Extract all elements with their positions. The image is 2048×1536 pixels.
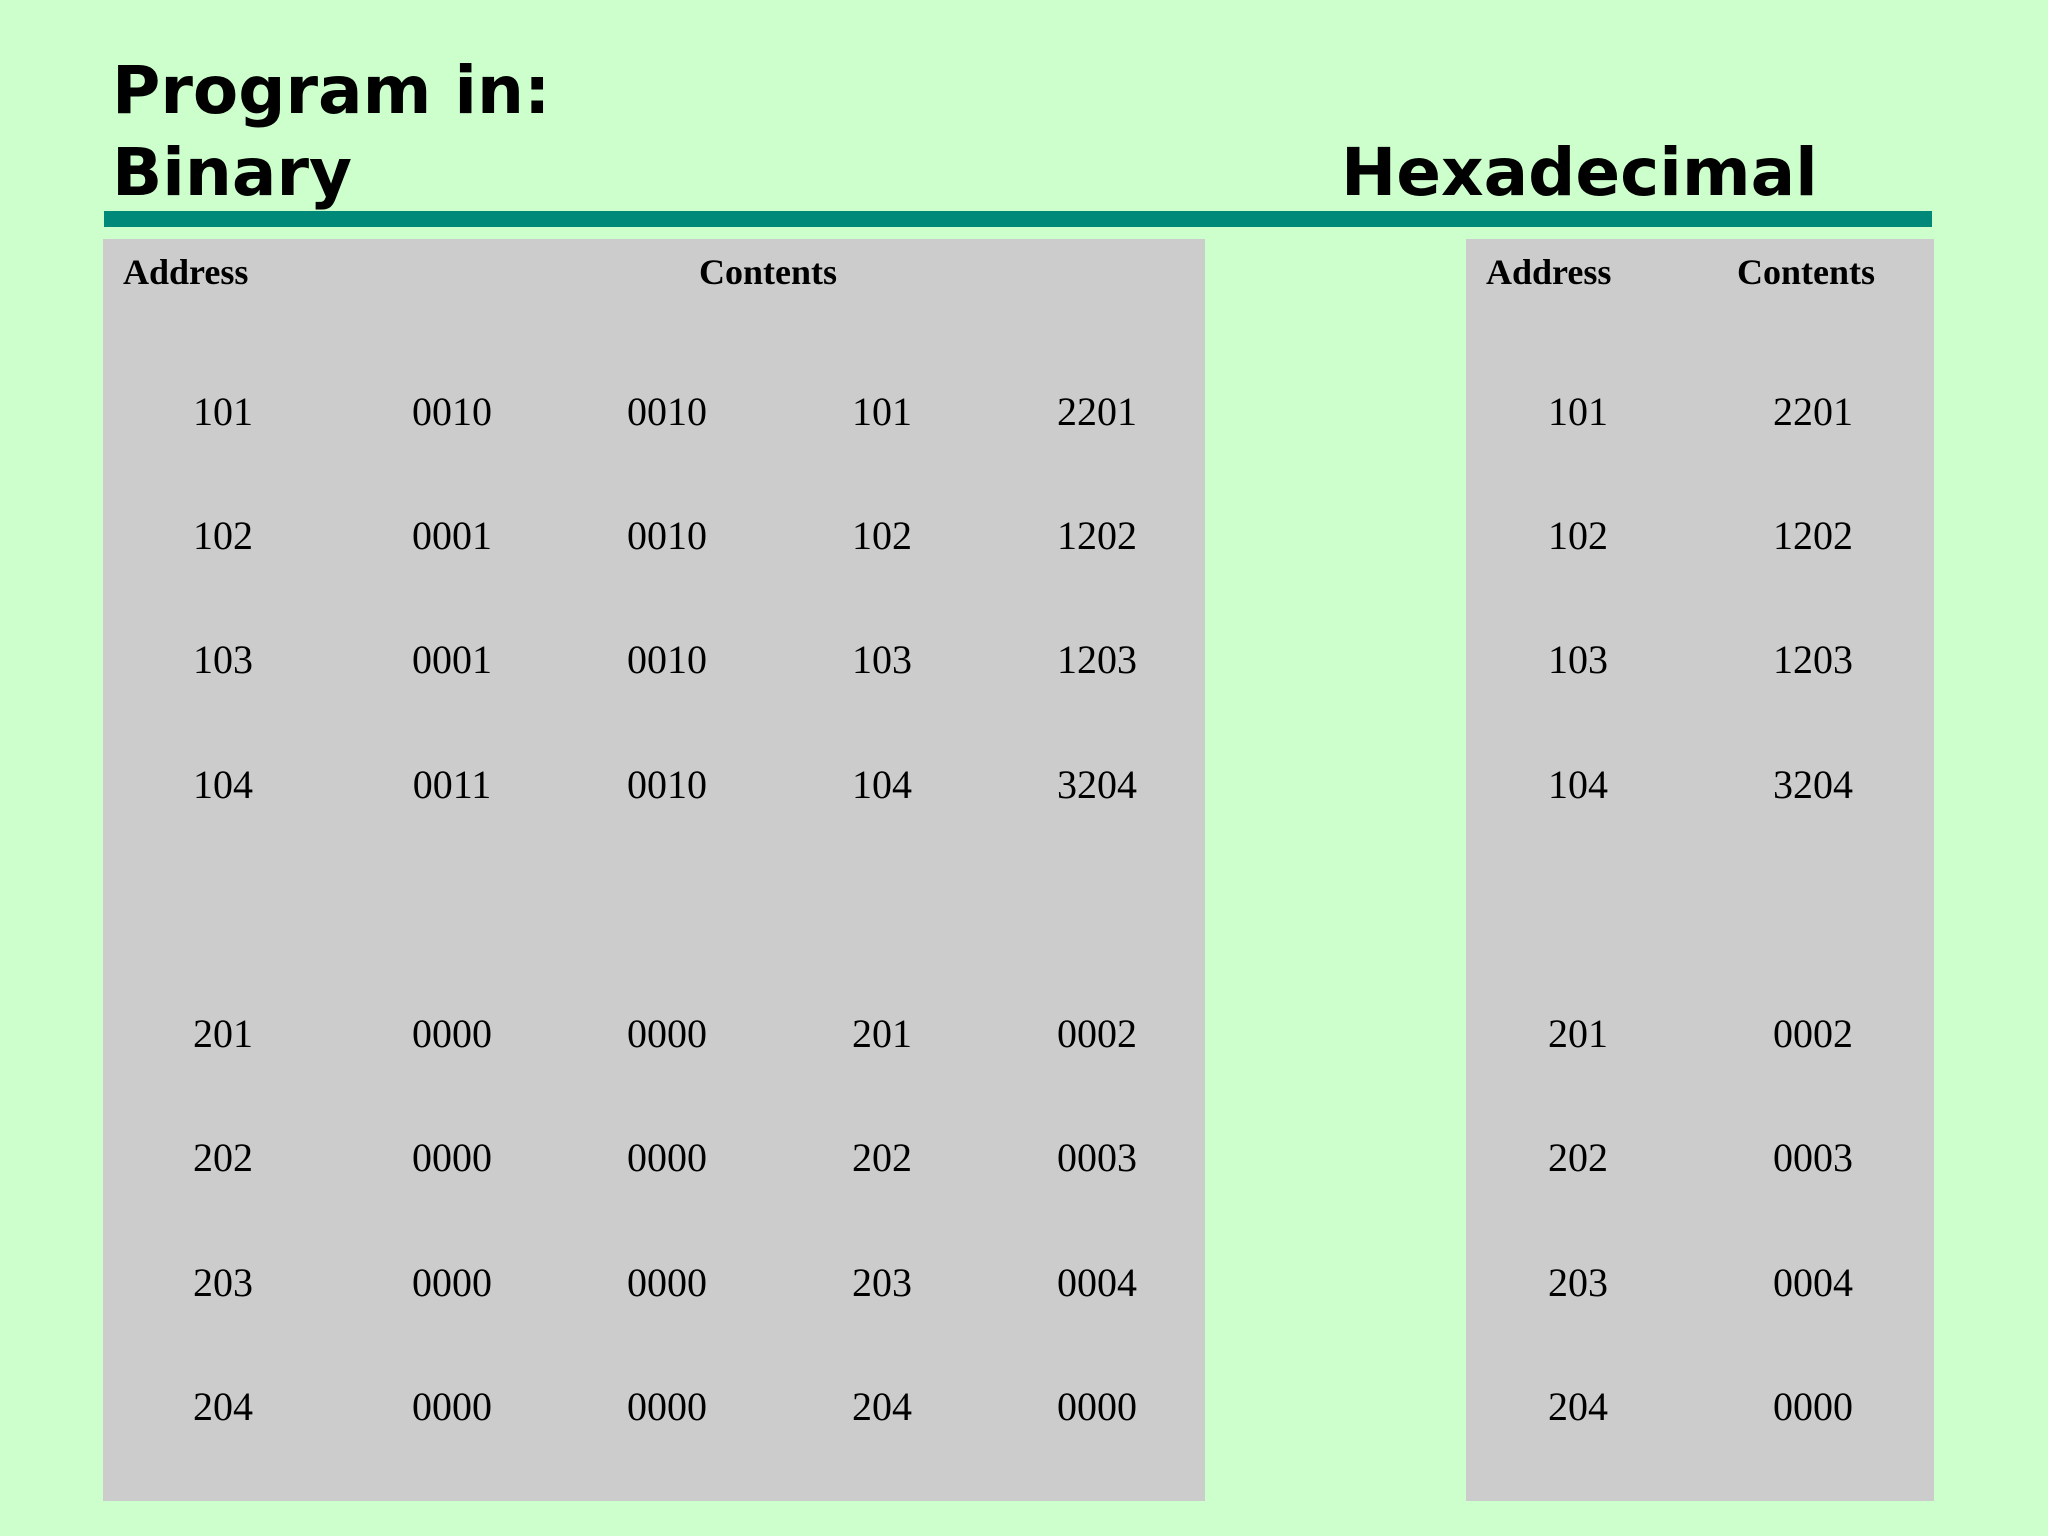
title-binary: Binary <box>112 134 353 211</box>
hex-contents-cell: 1203 <box>1773 637 1853 682</box>
hex-address-cell: 103 <box>1548 637 1608 682</box>
hex-address-cell: 204 <box>1548 1384 1608 1429</box>
binary-address-cell: 203 <box>193 1260 253 1305</box>
binary-contents-cell: 1202 <box>1057 513 1137 558</box>
binary-contents-cell: 201 <box>852 1011 912 1056</box>
binary-contents-cell: 0004 <box>1057 1260 1137 1305</box>
title-hexadecimal: Hexadecimal <box>1341 134 1818 211</box>
binary-contents-cell: 104 <box>852 762 912 807</box>
binary-contents-cell: 0001 <box>412 637 492 682</box>
hex-address-header: Address <box>1486 252 1612 292</box>
hex-contents-cell: 1202 <box>1773 513 1853 558</box>
binary-contents-cell: 204 <box>852 1384 912 1429</box>
binary-contents-cell: 0003 <box>1057 1135 1137 1180</box>
hex-address-cell: 202 <box>1548 1135 1608 1180</box>
binary-address-cell: 102 <box>193 513 253 558</box>
binary-contents-cell: 0010 <box>412 389 492 434</box>
hex-contents-cell: 3204 <box>1773 762 1853 807</box>
binary-address-cell: 104 <box>193 762 253 807</box>
binary-contents-cell: 0010 <box>627 762 707 807</box>
binary-contents-cell: 0000 <box>412 1260 492 1305</box>
binary-contents-header: Contents <box>699 252 838 292</box>
binary-contents-cell: 0000 <box>627 1011 707 1056</box>
binary-contents-cell: 1203 <box>1057 637 1137 682</box>
hex-address-cell: 101 <box>1548 389 1608 434</box>
binary-contents-cell: 0001 <box>412 513 492 558</box>
binary-contents-cell: 2201 <box>1057 389 1137 434</box>
hex-address-cell: 102 <box>1548 513 1608 558</box>
binary-contents-cell: 0011 <box>412 762 492 807</box>
title-program-in: Program in: <box>112 52 551 129</box>
binary-address-cell: 201 <box>193 1011 253 1056</box>
binary-contents-cell: 0000 <box>627 1135 707 1180</box>
hex-contents-cell: 0004 <box>1773 1260 1853 1305</box>
hex-contents-cell: 0002 <box>1773 1011 1853 1056</box>
hex-contents-cell: 0003 <box>1773 1135 1853 1180</box>
hex-address-cell: 203 <box>1548 1260 1608 1305</box>
binary-contents-cell: 0002 <box>1057 1011 1137 1056</box>
binary-contents-cell: 0010 <box>627 513 707 558</box>
binary-address-cell: 101 <box>193 389 253 434</box>
binary-address-cell: 202 <box>193 1135 253 1180</box>
binary-contents-cell: 0010 <box>627 389 707 434</box>
hex-contents-cell: 0000 <box>1773 1384 1853 1429</box>
binary-address-header: Address <box>123 252 249 292</box>
binary-contents-cell: 0000 <box>412 1384 492 1429</box>
binary-contents-cell: 101 <box>852 389 912 434</box>
binary-address-cell: 103 <box>193 637 253 682</box>
binary-contents-cell: 0000 <box>627 1384 707 1429</box>
binary-contents-cell: 0000 <box>412 1011 492 1056</box>
binary-contents-cell: 203 <box>852 1260 912 1305</box>
hex-address-cell: 201 <box>1548 1011 1608 1056</box>
binary-contents-cell: 0010 <box>627 637 707 682</box>
binary-contents-cell: 202 <box>852 1135 912 1180</box>
hex-address-cell: 104 <box>1548 762 1608 807</box>
binary-contents-cell: 0000 <box>627 1260 707 1305</box>
hex-contents-cell: 2201 <box>1773 389 1853 434</box>
binary-contents-cell: 103 <box>852 637 912 682</box>
title-divider-rule <box>104 211 1932 227</box>
hex-contents-header: Contents <box>1737 252 1876 292</box>
binary-contents-cell: 3204 <box>1057 762 1137 807</box>
binary-contents-cell: 102 <box>852 513 912 558</box>
binary-address-cell: 204 <box>193 1384 253 1429</box>
binary-contents-cell: 0000 <box>412 1135 492 1180</box>
binary-contents-cell: 0000 <box>1057 1384 1137 1429</box>
